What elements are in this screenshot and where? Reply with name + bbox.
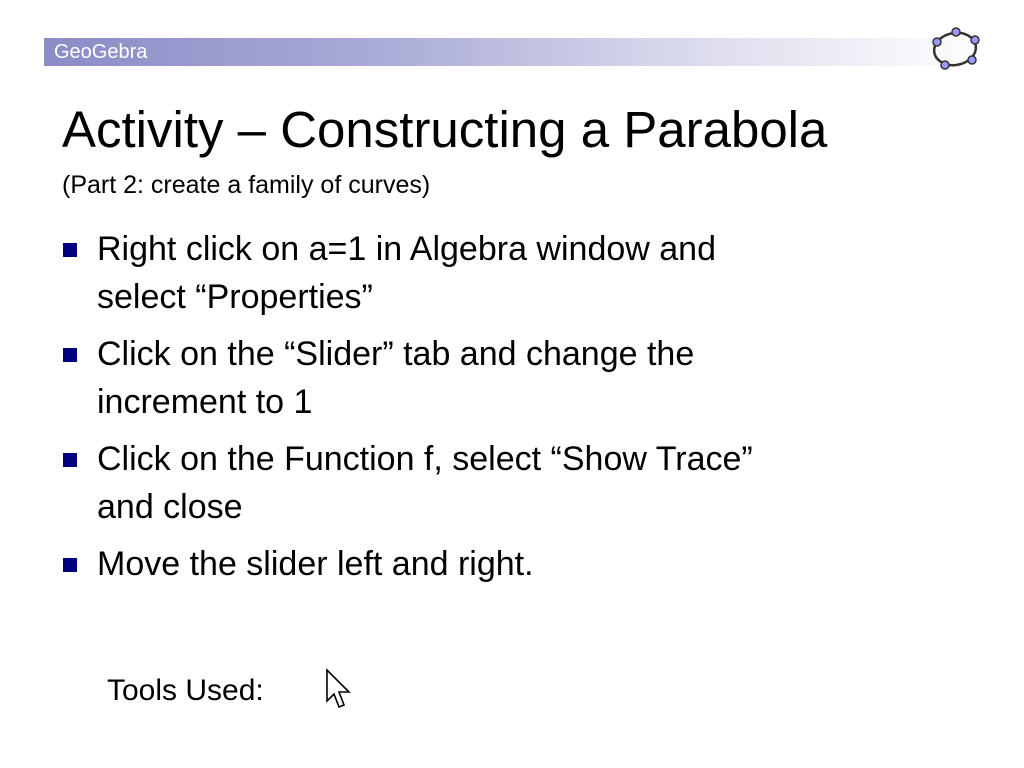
move-cursor-icon xyxy=(324,668,352,712)
bullet-item xyxy=(62,540,922,588)
bullet-text-line: and close xyxy=(97,488,243,526)
bullet-item xyxy=(62,225,922,321)
bullet-text-line: Move the slider left and right. xyxy=(97,545,534,583)
slide-title: Activity – Constructing a Parabola xyxy=(62,101,828,158)
square-bullet-icon xyxy=(63,243,77,257)
square-bullet-icon xyxy=(63,348,77,362)
square-bullet-icon xyxy=(63,453,77,467)
geogebra-logo-icon xyxy=(928,26,982,72)
bullet-text-line: Click on the “Slider” tab and change the xyxy=(97,335,695,373)
bullet-text-line: select “Properties” xyxy=(97,278,373,316)
bullet-text-line: increment to 1 xyxy=(97,383,313,421)
bullet-item xyxy=(62,330,922,426)
brand-name: GeoGebra xyxy=(54,41,148,63)
bullet-list xyxy=(62,225,922,597)
tools-used-label: Tools Used: xyxy=(107,674,264,707)
header-bar xyxy=(44,38,984,66)
bullet-text-line: Click on the Function f, select “Show Trace” xyxy=(97,440,753,478)
bullet-text-line: Right click on a=1 in Algebra window and xyxy=(97,230,716,268)
square-bullet-icon xyxy=(63,558,77,572)
bullet-item xyxy=(62,435,922,531)
slide-subtitle: (Part 2: create a family of curves) xyxy=(62,171,431,199)
